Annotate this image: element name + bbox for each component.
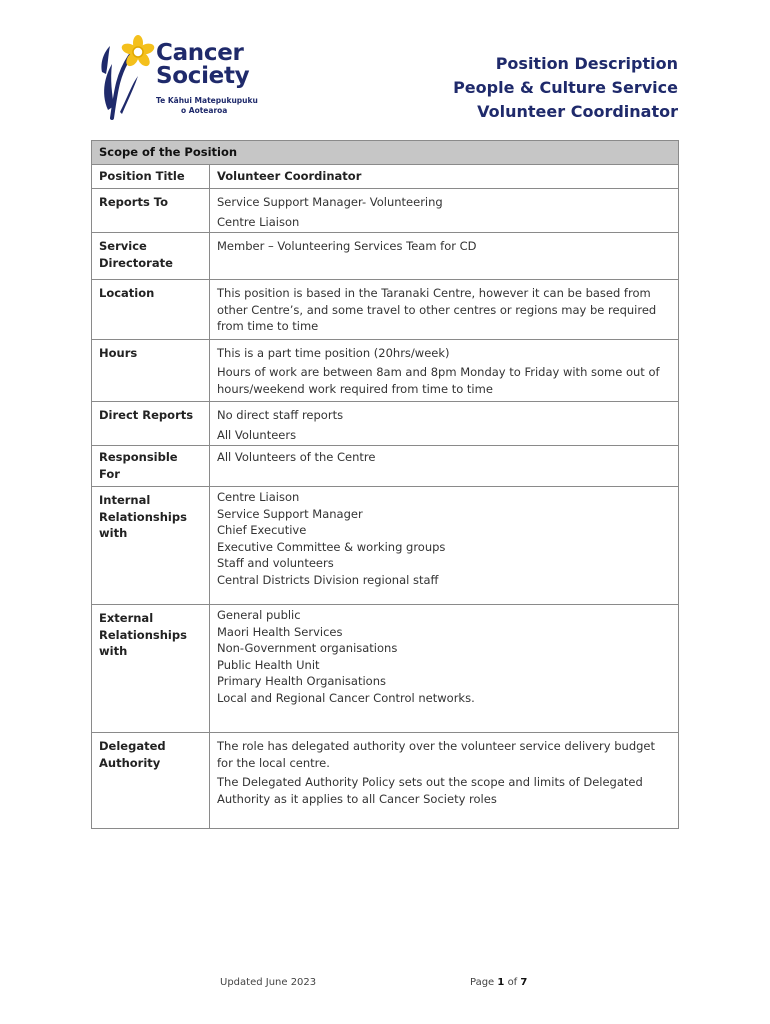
position-title-value: Volunteer Coordinator [210,164,679,189]
location-value: This position is based in the Taranaki Centre, however it can be based from other Centre’s, and some travel to other centres or regions may be required from time to time [210,280,679,340]
document-heading [453,52,678,124]
external-relationship-item: General public [217,608,301,622]
logo-subtitle [156,96,258,116]
cancer-society-logo [98,30,268,122]
table-row [92,487,679,605]
logo-name-line1: Cancer [156,40,244,66]
external-relationships-label: External Relationships with [92,605,210,733]
table-row [92,605,679,733]
page-prefix: Page [470,977,495,988]
logo-name-line2: Society [156,63,250,89]
scope-header: Scope of the Position [92,141,679,165]
internal-relationships-value [210,487,679,605]
table-row [92,164,679,189]
table-row [92,446,679,487]
reports-to-line: Centre Liaison [217,214,300,229]
reports-to-value [210,189,679,233]
scope-header-row [92,141,679,165]
footer-page-number [470,977,527,988]
hours-label: Hours [92,339,210,402]
delegated-authority-line: The role has delegated authority over the volunteer service delivery budget for the local centre. [217,739,655,770]
direct-reports-value [210,402,679,446]
direct-reports-line: All Volunteers [217,427,297,442]
direct-reports-label: Direct Reports [92,402,210,446]
table-row [92,733,679,829]
service-directorate-value: Member – Volunteering Services Team for CD [210,233,679,280]
hours-line: Hours of work are between 8am and 8pm Monday to Friday with some out of hours/weekend work required from time to time [217,365,660,396]
reports-to-line: Service Support Manager- Volunteering [217,195,443,209]
page-total: 7 [520,977,528,988]
hours-line: This is a part time position (20hrs/week) [217,345,450,360]
page-current: 1 [497,977,505,988]
responsible-for-label: Responsible For [92,446,210,487]
external-relationship-item: Non-Government organisations [217,641,398,655]
internal-relationship-item: Service Support Manager [217,506,363,521]
external-relationship-item: Primary Health Organisations [217,674,386,688]
table-row [92,339,679,402]
daffodil-icon [98,30,156,122]
internal-relationship-item: Staff and volunteers [217,556,334,570]
external-relationship-item: Public Health Unit [217,657,320,672]
logo-subtitle-line1: Te Kāhui Matepukupuku [156,96,258,105]
table-row [92,189,679,233]
hours-value [210,339,679,402]
internal-relationship-item: Centre Liaison [217,490,300,504]
table-row [92,280,679,340]
heading-line-3: Volunteer Coordinator [477,102,678,121]
direct-reports-line: No direct staff reports [217,408,344,422]
page-of: of [507,977,518,988]
external-relationship-item: Local and Regional Cancer Control networks. [217,690,475,705]
internal-relationship-item: Chief Executive [217,523,307,537]
heading-line-2: People & Culture Service [453,78,678,97]
position-title-label: Position Title [92,164,210,189]
logo-subtitle-line2: o Aotearoa [181,106,228,115]
heading-line-1: Position Description [495,54,678,73]
external-relationship-item: Maori Health Services [217,624,343,639]
delegated-authority-label: Delegated Authority [92,733,210,829]
internal-relationship-item: Executive Committee & working groups [217,539,446,554]
external-relationships-value [210,605,679,733]
delegated-authority-value [210,733,679,829]
internal-relationships-label: Internal Relationships with [92,487,210,605]
reports-to-label: Reports To [92,189,210,233]
footer-updated: Updated June 2023 [220,977,317,988]
delegated-authority-line: The Delegated Authority Policy sets out the scope and limits of Delegated Authority as it applies to all Cancer Society roles [217,775,643,806]
logo-wordmark [156,42,249,88]
position-scope-table [91,140,679,829]
table-row [92,402,679,446]
service-directorate-label: Service Directorate [92,233,210,280]
internal-relationship-item: Central Districts Division regional staff [217,572,439,587]
location-label: Location [92,280,210,340]
responsible-for-value: All Volunteers of the Centre [210,446,679,487]
table-row [92,233,679,280]
